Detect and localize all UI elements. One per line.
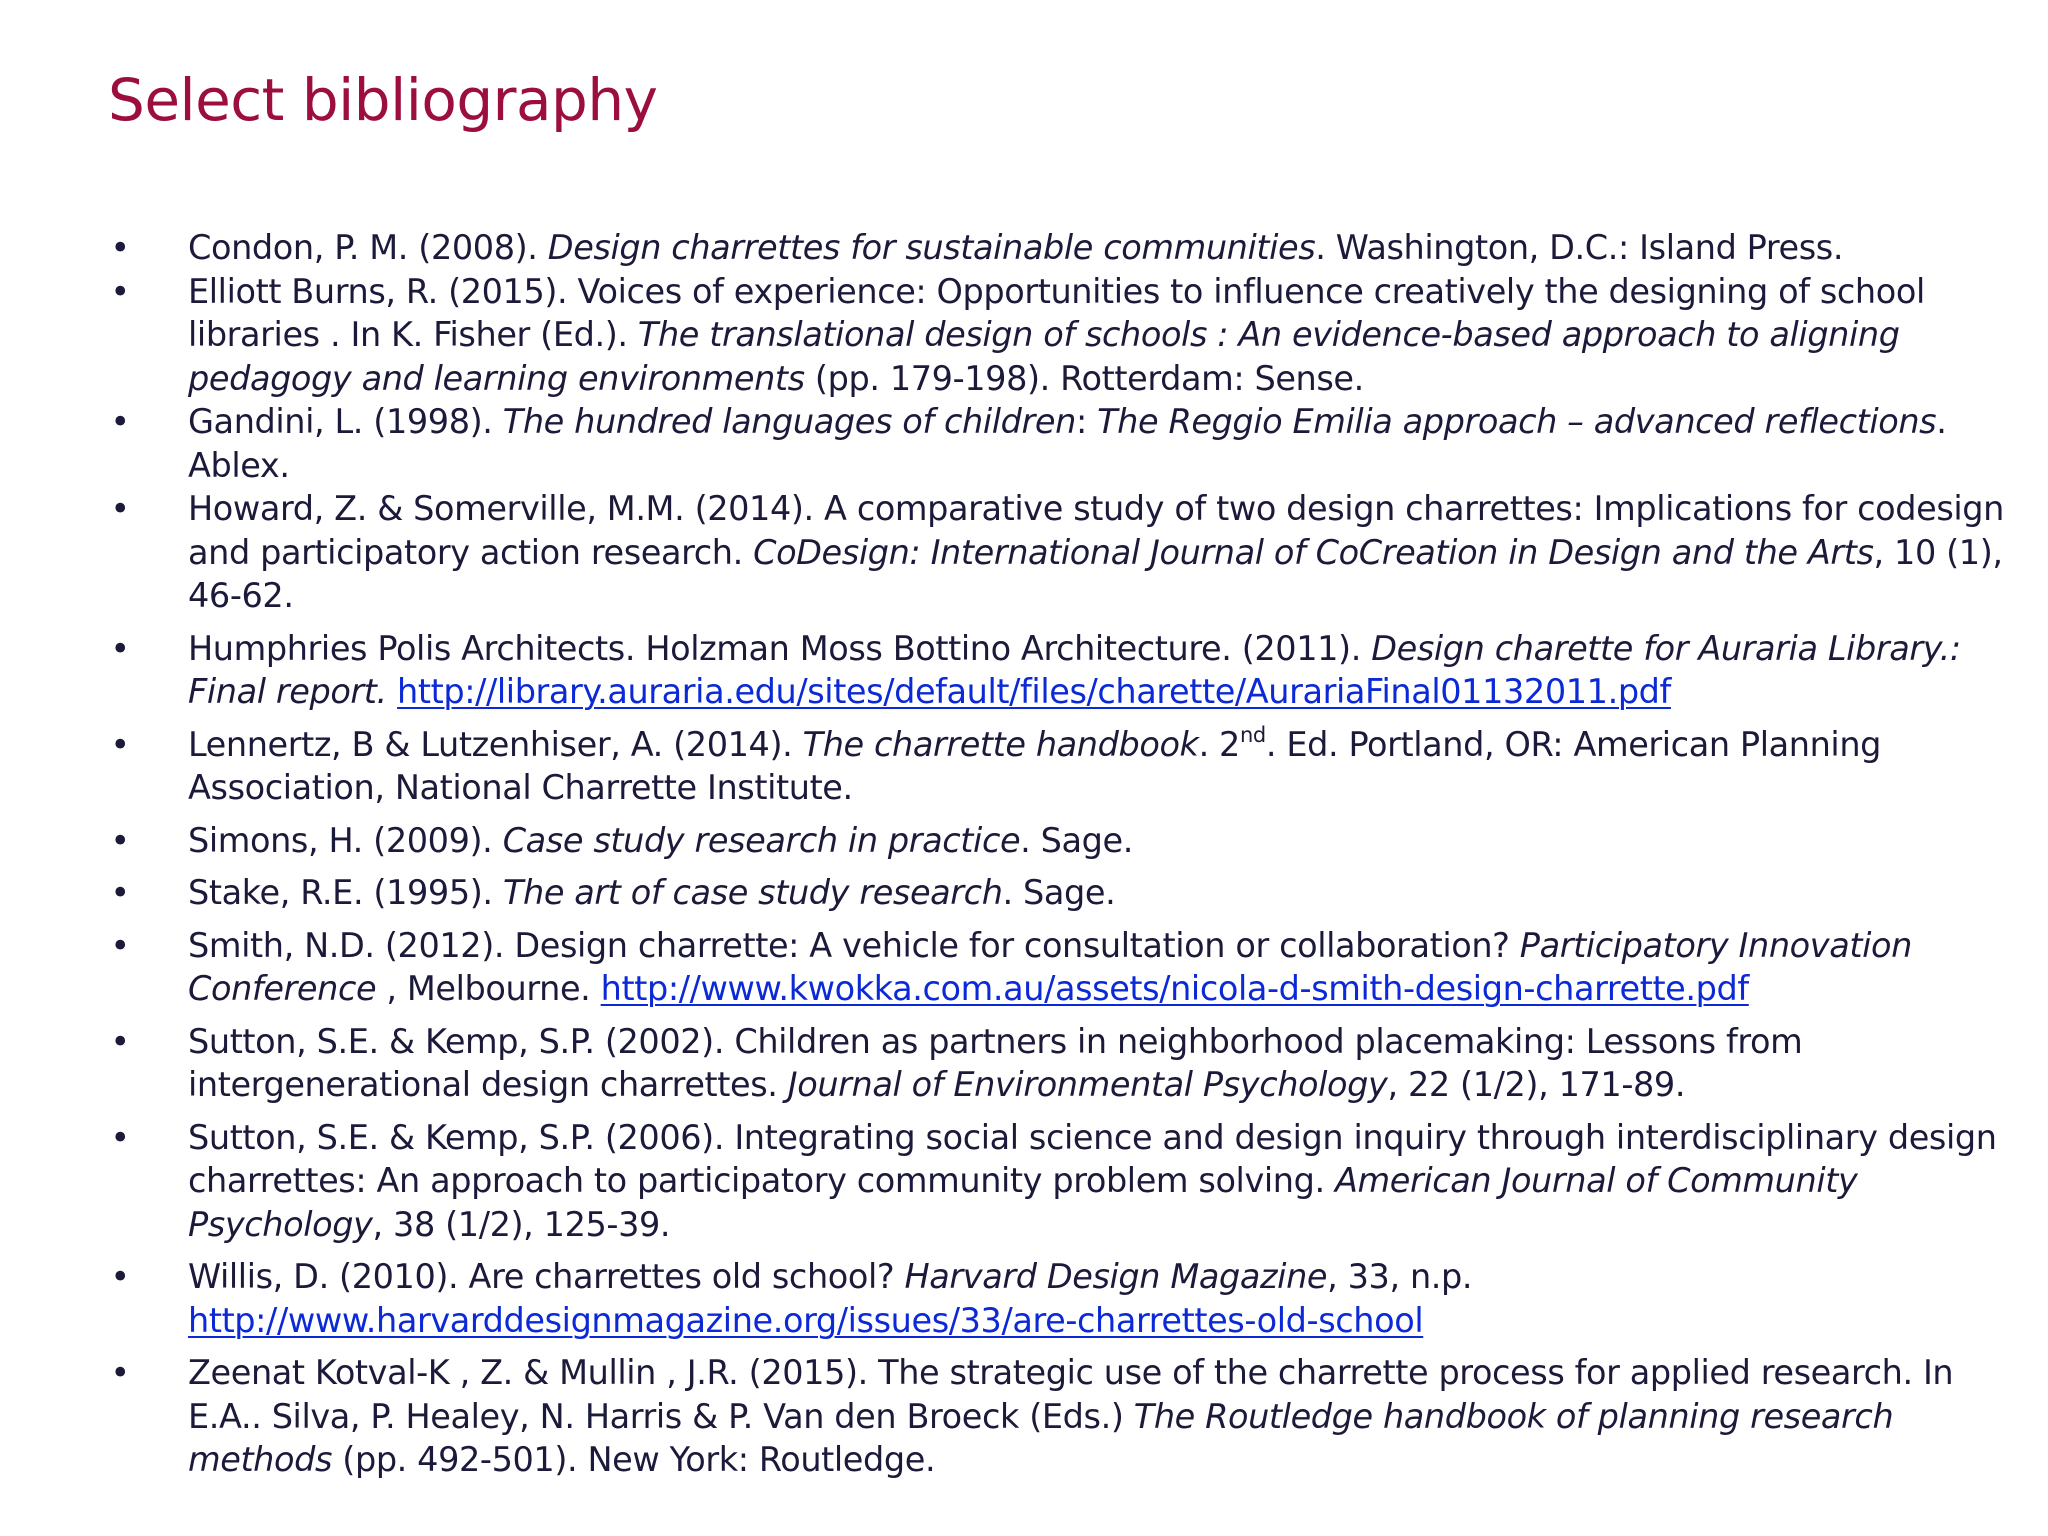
reference-text: , 33, n.p. [1327,1257,1473,1296]
reference-title-italic: The Reggio Emilia approach – advanced reflections [1097,402,1937,441]
reference-text: Smith, N.D. (2012). Design charrette: A vehicle for consultation or collaboration? [188,925,1520,965]
reference-title-italic: Harvard Design Magazine [904,1257,1328,1296]
reference-text: Stake, R.E. (1995). [188,873,503,912]
bibliography-entry [108,871,2008,915]
bibliography-entry [108,1020,2008,1107]
reference-text: Sutton, S.E. & Kemp, S.P. (2002). Children as partners in neighborhood placemaking: Lessons from intergenerational design charrettes. [188,1021,1803,1104]
reference-title-italic: Design charette for Auraria Library.: Final report. [188,628,1961,711]
reference-link[interactable]: http://www.kwokka.com.au/assets/nicola-d-smith-design-charrette.pdf [600,969,1749,1008]
reference-text: , 10 (1), 46-62. [188,532,2003,615]
bibliography-entry [108,1351,2008,1482]
slide-title: Select bibliography [108,66,658,134]
reference-link[interactable]: http://www.harvarddesignmagazine.org/issues/33/are-charrettes-old-school [188,1300,1424,1340]
reference-text: Willis, D. (2010). Are charrettes old school? [188,1257,905,1296]
reference-text: . 2 [1198,724,1240,764]
reference-text: Humphries Polis Architects. Holzman Moss Bottino Architecture. (2011). [188,628,1372,668]
bullet-icon: • [110,228,130,267]
bullet-icon: • [110,873,130,912]
reference-text: Zeenat Kotval-K , Z. & Mullin , J.R. (2015). The strategic use of the charrette process for applied research. In E.A.. Silva, P. Healey, N. Harris & P. Van den Broeck (Eds.) [188,1353,1954,1436]
reference-link[interactable]: http://library.auraria.edu/sites/default/files/charette/AurariaFinal01132011.pdf [397,672,1671,711]
reference-text: : [1075,402,1098,441]
reference-title-italic: Participatory Innovation Conference [188,925,1912,1008]
reference-text: Gandini, L. (1998). [188,402,503,441]
reference-title-italic: The charrette handbook [802,724,1199,764]
bullet-icon: • [110,1021,130,1061]
reference-text: (pp. 179-198). Rotterdam: Sense. [804,358,1364,398]
bullet-icon: • [110,1117,130,1157]
reference-text: . Ed. Portland, OR: American Planning Association, National Charrette Institute. [188,724,1882,807]
bullet-icon: • [110,925,130,965]
bullet-icon: • [110,271,130,311]
reference-title-italic: CoDesign: International Journal of CoCreation in Design and the Arts [753,532,1874,572]
bibliography-entry [108,1255,2008,1342]
reference-text: Condon, P. M. (2008). [188,228,548,267]
reference-text: , Melbourne. [376,969,601,1008]
bibliography-entry [108,487,2008,618]
bullet-icon: • [110,628,130,668]
reference-title-italic: American Journal of Community Psychology [188,1161,1858,1244]
bullet-icon: • [110,1257,130,1296]
bullet-icon: • [110,820,130,860]
reference-title-italic: The art of case study research [502,873,1003,912]
bibliography-list [108,226,2008,1482]
bibliography-entry [108,723,2008,810]
bullet-icon: • [110,489,130,528]
reference-text: , 22 (1/2), 171-89. [1387,1065,1686,1104]
bibliography-entry [108,627,2008,714]
reference-text: (pp. 492-501). New York: Routledge. [332,1440,936,1479]
bullet-icon: • [110,1353,130,1392]
bibliography-entry [108,1116,2008,1247]
reference-text: . Sage. [1002,873,1116,912]
reference-title-italic: Journal of Environmental Psychology [787,1065,1388,1104]
bullet-icon: • [110,724,130,764]
reference-title-italic: Case study research in practice [502,820,1021,860]
reference-text: Lennertz, B & Lutzenhiser, A. (2014). [188,724,803,764]
reference-text: Elliott Burns, R. (2015). Voices of experience: Opportunities to influence creatively the designing of school libraries . In K. Fisher (Ed.). [188,271,1925,354]
reference-title-italic: The hundred languages of children [502,402,1076,441]
bibliography-entry [108,270,2008,401]
reference-text: Howard, Z. & Somerville, M.M. (2014). A comparative study of two design charrettes: Implications for codesign and participatory action research. [188,489,2004,572]
superscript-text: nd [1239,722,1266,747]
reference-text: . Ablex. [188,402,1947,485]
reference-text: . Sage. [1020,820,1133,860]
reference-text [387,672,397,711]
bibliography-entry [108,226,2008,270]
bibliography-entry [108,400,2008,487]
reference-text: Sutton, S.E. & Kemp, S.P. (2006). Integrating social science and design inquiry through interdisciplinary design charrettes: An approach to participatory community problem solving. [188,1117,1997,1200]
reference-text: Simons, H. (2009). [188,820,503,860]
reference-title-italic: Design charrettes for sustainable communities [547,228,1316,267]
reference-title-italic: The Routledge handbook of planning research methods [188,1396,1894,1479]
reference-text: . Washington, D.C.: Island Press. [1315,228,1844,267]
bullet-icon: • [110,402,130,441]
bibliography-entry [108,819,2008,863]
reference-text: , 38 (1/2), 125-39. [372,1204,671,1244]
bibliography-entry [108,924,2008,1011]
reference-title-italic: The translational design of schools : An evidence-based approach to aligning pedagogy and learning environments [188,315,1900,398]
